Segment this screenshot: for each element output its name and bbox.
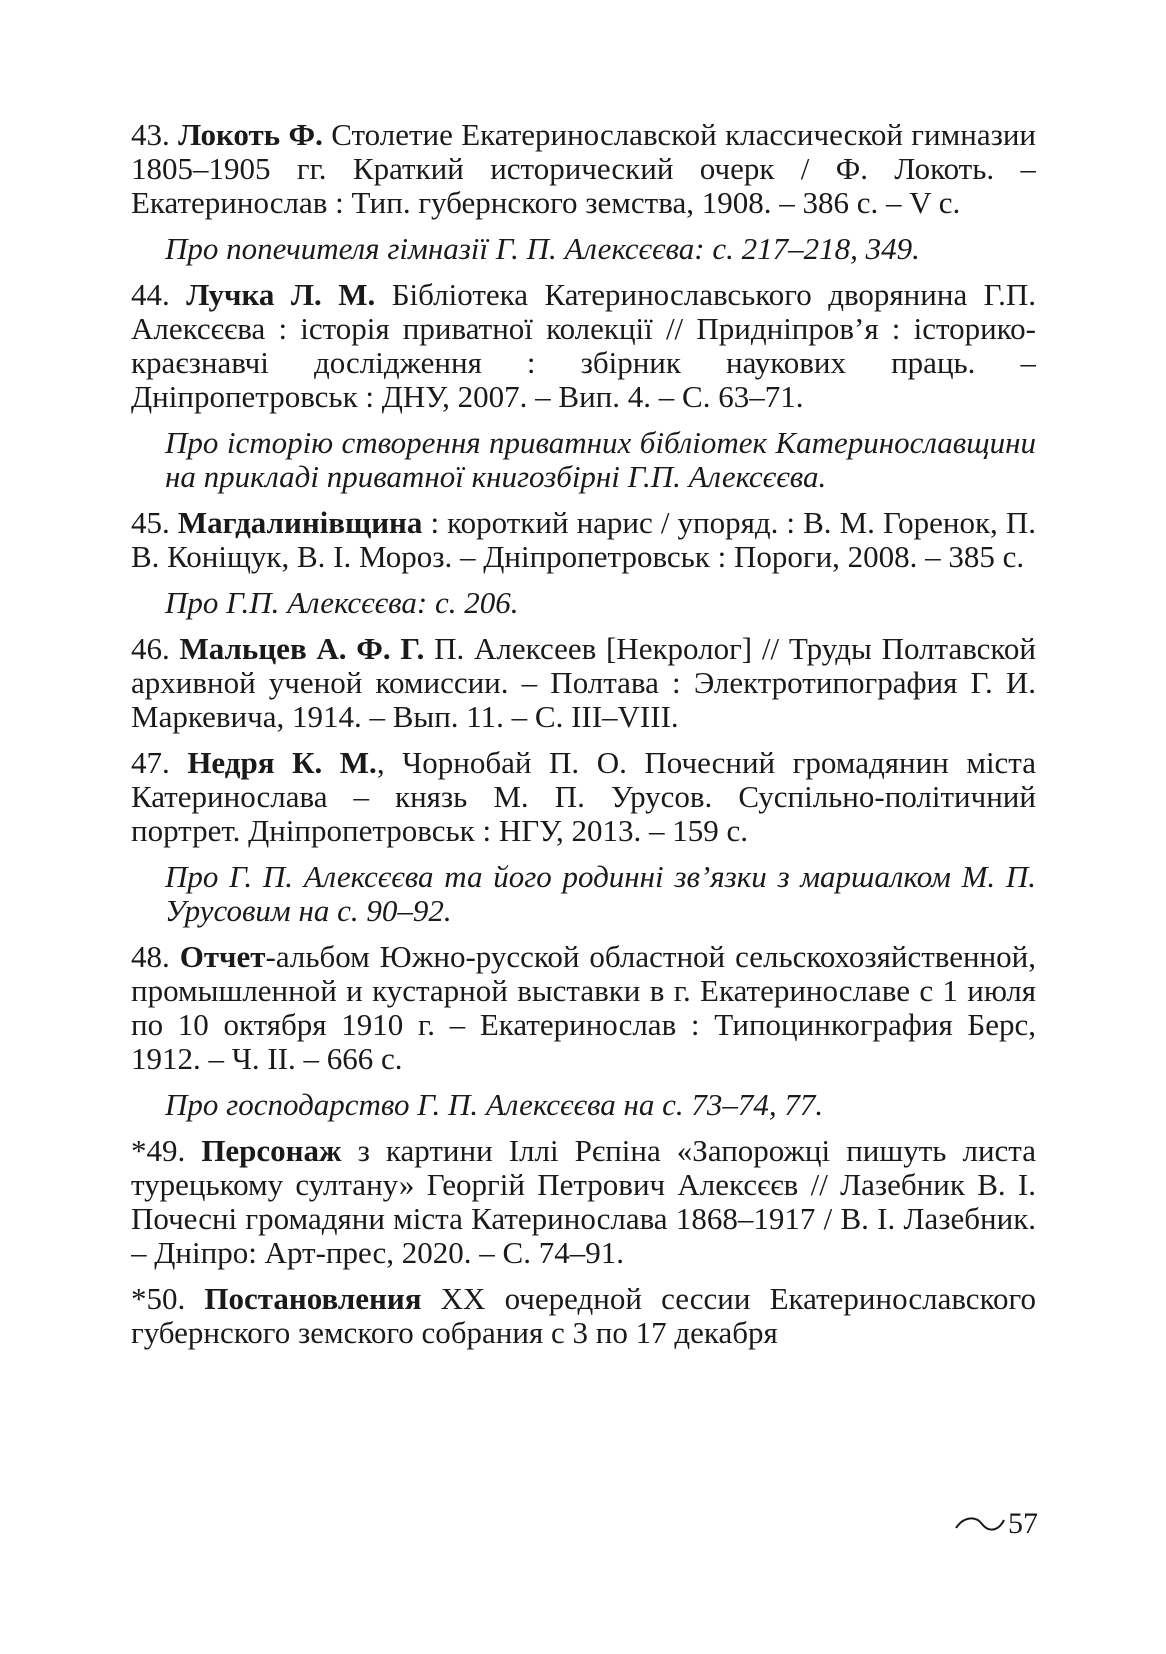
entry-47-note: Про Г. П. Алексєєва та його родинні зв’язки з маршалком М. П. Урусовим на с. 90–92. <box>165 859 1036 928</box>
page-number: 57 <box>1008 1507 1038 1540</box>
entry-44: 44. Лучка Л. М. Бібліотека Катеринославського дворянина Г.П. Алексєєва : історія приватної колекції // Придніпров’я : історико-краєзнавчі дослідження : збірник наукових праць. – Дніпропетровськ : ДНУ, 2007. – Вип. 4. – С. 63–71. <box>131 277 1036 414</box>
entry-48: 48. Отчет-альбом Южно-русской областной сельскохозяйственной, промышленной и кустарной выставки в г. Екатеринославе с 1 июля по 10 октября 1910 г. – Екатеринослав : Типоцинкография Берс, 1912. – Ч. II. – 666 с. <box>131 939 1036 1076</box>
page-folio <box>954 1504 1038 1544</box>
entry-45-note: Про Г.П. Алексєєва: с. 206. <box>165 585 519 620</box>
entry-46: 46. Мальцев А. Ф. Г. П. Алексеев [Некролог] // Труды Полтавской архивной ученой комиссии. – Полтава : Электротипография Г. И. Маркевича, 1914. – Вып. 11. – С. III–VIII. <box>131 631 1036 734</box>
entry-47: 47. Недря К. М., Чорнобай П. О. Почесний громадянин міста Катеринослава – князь М. П. Урусов. Суспільно-політичний портрет. Дніпропетровськ : НГУ, 2013. – 159 с. <box>131 745 1036 848</box>
entry-44-note: Про історію створення приватних бібліотек Катеринославщини на прикладі приватної книгозбірні Г.П. Алексєєва. <box>165 425 1036 494</box>
entry-43: 43. Локоть Ф. Столетие Екатеринославской классической гимназии 1805–1905 гг. Краткий исторический очерк / Ф. Локоть. – Екатеринослав : Тип. губернского земства, 1908. – 386 с. – V с. <box>131 118 1036 220</box>
entry-heading: Персонаж <box>201 1133 342 1168</box>
bibliography-page <box>131 118 1036 1538</box>
entry-heading: Отчет <box>179 939 266 974</box>
entry-heading: Лучка Л. М. <box>186 277 376 312</box>
entry-heading: Локоть Ф. <box>178 118 323 152</box>
entry-49: *49. Персонаж з картини Іллі Рєпіна «Запорожці пишуть листа турецькому султану» Георгій Петрович Алексєєв // Лазебник В. І. Почесні громадяни міста Катеринослава 1868–1917 / В. І. Лазебник. – Дніпро: Арт-прес, 2020. – С. 74–91. <box>131 1133 1036 1270</box>
entry-heading: Магдалинівщина <box>177 505 423 540</box>
entry-48-note: Про господарство Г. П. Алексєєва на с. 73–74, 77. <box>165 1087 824 1122</box>
entry-heading: Недря К. М. <box>187 745 377 780</box>
entry-heading: Постановления <box>204 1281 422 1316</box>
swash-ornament-icon <box>954 1514 1006 1534</box>
entry-43-note: Про попечителя гімназії Г. П. Алексєєва: с. 217–218, 349. <box>165 231 920 266</box>
entry-heading: Мальцев А. Ф. Г. <box>179 631 425 666</box>
entry-45: 45. Магдалинівщина : короткий нарис / упоряд. : В. М. Горенок, П. В. Коніщук, В. І. Мороз. – Дніпропетровськ : Пороги, 2008. – 385 с. <box>131 505 1036 574</box>
entry-50: *50. Постановления XX очередной сессии Екатеринославского губернского земского собрания с 3 по 17 декабря <box>131 1281 1036 1350</box>
